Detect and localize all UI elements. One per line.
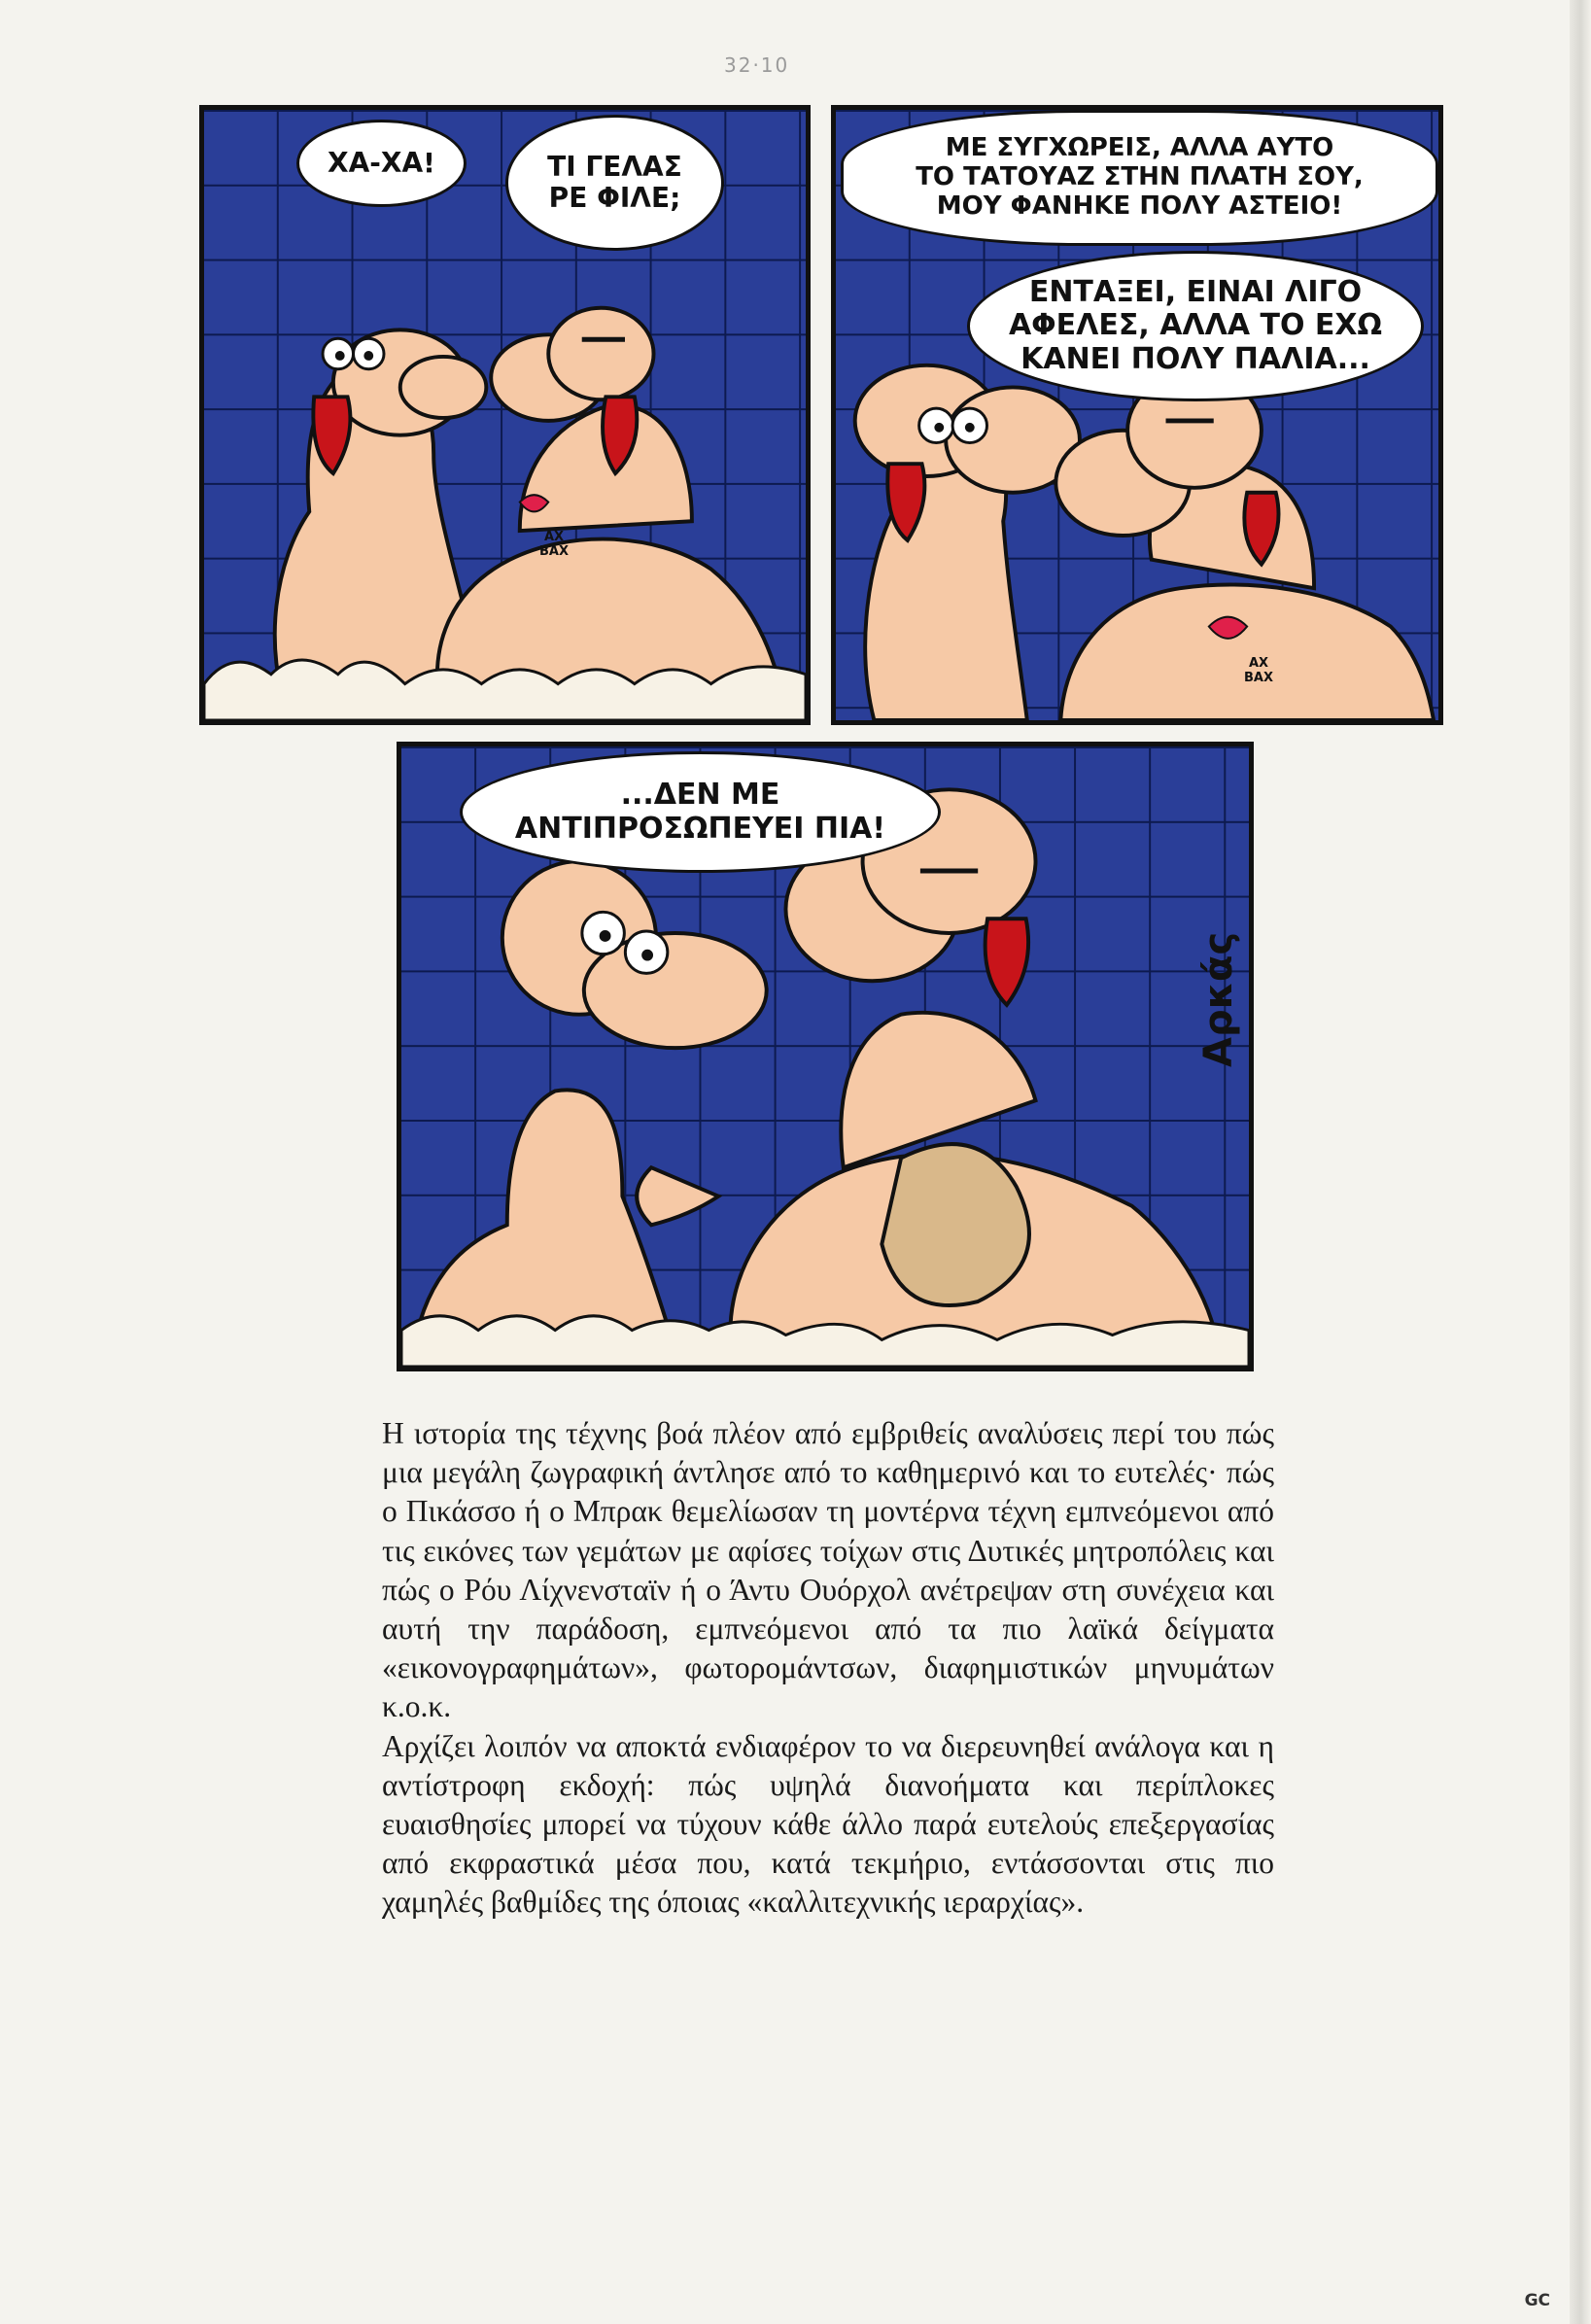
paragraph: Αρχίζει λοιπόν να αποκτά ενδιαφέρον το να διερευνηθεί ανάλογα και η αντίστροφη εκδοχή: πώς υψηλά διανοήματα και περίπλοκες ευαισθησίες μπορεί να τύχουν κάθε άλλο παρά ευτελούς επεξεργασίας από εκφραστικά μέσα που, κατά τεκμήριο, εντάσσονται στις πιο χαμηλές βαθμίδες της όποιας «καλλιτεχνικής ιεραρχίας». — [382, 1728, 1274, 1920]
pencil-scribble: 32·10 — [724, 53, 790, 77]
article-text — [382, 1414, 1274, 1923]
speech-bubble: ΕΝΤΑΞΕΙ, ΕΙΝΑΙ ΛΙΓΟ ΑΦΕΛΕΣ, ΑΛΛΑ ΤΟ ΕΧΩ ΚΑΝΕΙ ΠΟΛΥ ΠΑΛΙΑ... — [967, 251, 1424, 401]
scanner-mark: GC — [1524, 2291, 1550, 2310]
comic-panel-1 — [199, 105, 811, 725]
tattoo-text: ΑΧ ΒΑΧ — [539, 529, 569, 559]
speech-bubble: ΤΙ ΓΕΛΑΣ ΡΕ ΦΙΛΕ; — [505, 115, 724, 251]
tattoo-text: ΑΧ ΒΑΧ — [1244, 655, 1273, 685]
speech-bubble: ...ΔΕΝ ΜΕ ΑΝΤΙΠΡΟΣΩΠΕΥΕΙ ΠΙΑ! — [460, 751, 941, 873]
comic-panel-3 — [397, 742, 1254, 1371]
speech-bubble: ΜΕ ΣΥΓΧΩΡΕΙΣ, ΑΛΛΑ ΑΥΤΟ ΤΟ ΤΑΤΟΥΑΖ ΣΤΗΝ ΠΛΑΤΗ ΣΟΥ, ΜΟΥ ΦΑΝΗΚΕ ΠΟΛΥ ΑΣΤΕΙΟ! — [841, 110, 1438, 246]
comic-panel-2 — [831, 105, 1443, 725]
artist-signature: Αρκάς — [1196, 931, 1241, 1067]
page-edge — [1570, 0, 1591, 2324]
speech-bubble: ΧΑ-ΧΑ! — [296, 120, 467, 207]
paragraph: Η ιστορία της τέχνης βοά πλέον από εμβριθείς αναλύσεις περί του πώς μια μεγάλη ζωγραφική άντλησε από το καθημερινό και το ευτελές· πώς ο Πικάσσο ή ο Μπρακ θεμελίωσαν τη μοντέρνα τέχνη εμπνεόμενοι από τις εικόνες των γεμάτων με αφίσες τοίχων στις Δυτικές μητροπόλεις και πώς ο Ρόυ Λίχνενσταϊν ή ο Άντυ Ουόρχολ ανέτρεψαν στη συνέχεια και αυτή την παράδοση, εμπνεόμενοι από τα πιο λαϊκά δείγματα «εικονογραφημάτων», φωτορομάντσων, διαφημιστικών μηνυμάτων κ.ο.κ. — [382, 1416, 1274, 1724]
